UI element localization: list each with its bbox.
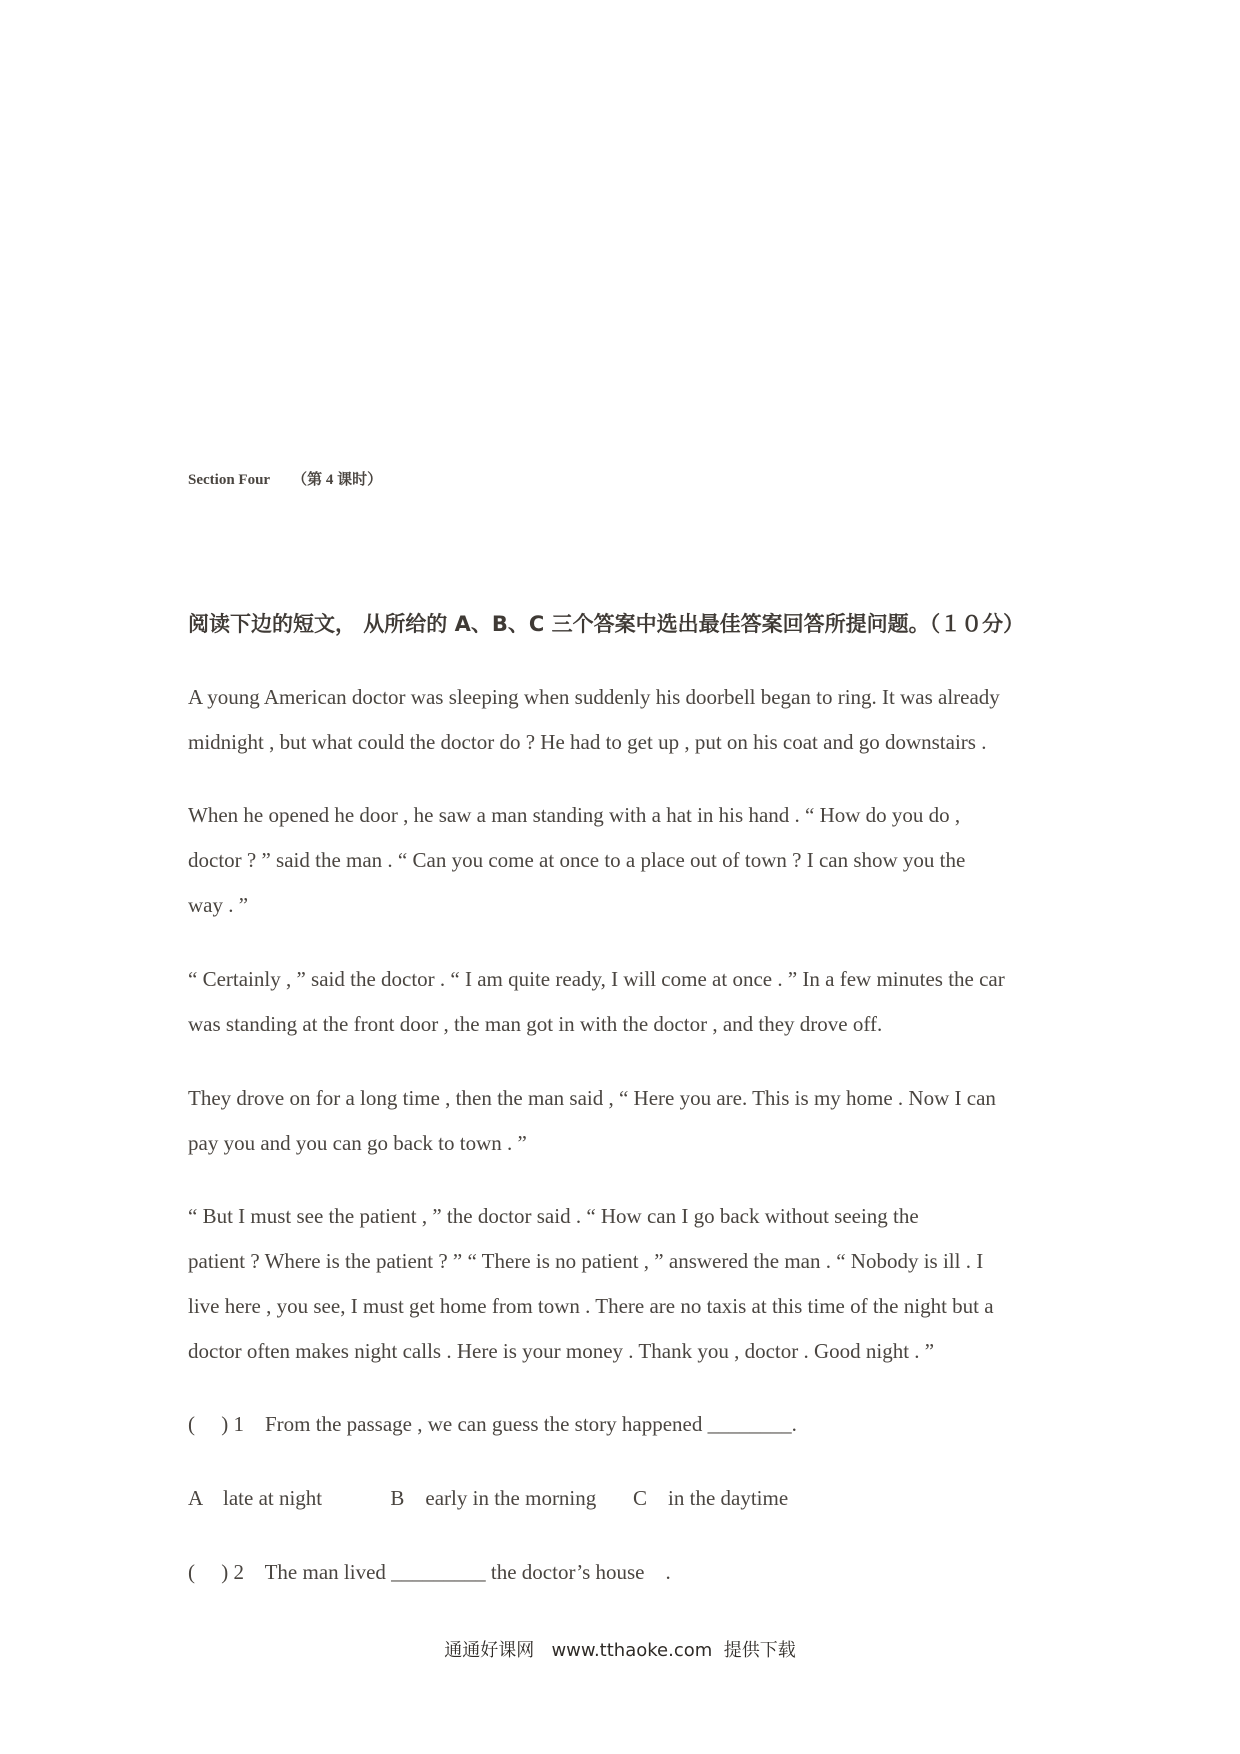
passage-line: midnight , but what could the doctor do ? He had to get up , put on his coat and go downstairs . (188, 730, 987, 754)
passage-line: A young American doctor was sleeping when suddenly his doorbell began to ring. It was already (188, 685, 1000, 709)
question-1-options: A late at night B early in the morning C in the daytime (188, 1486, 789, 1510)
footer-credit: 通通好课网 www.tthaoke.com 提供下载 (444, 1640, 796, 1661)
section-name: Section Four (188, 472, 271, 488)
question-1: ( ) 1 From the passage , we can guess the story happened ________. (188, 1412, 797, 1436)
reading-instruction: 阅读下边的短文， 从所给的 A、B、C 三个答案中选出最佳答案回答所提问题。（１０分） (188, 612, 1025, 636)
passage-line: “ But I must see the patient , ” the doctor said . “ How can I go back without seeing the (188, 1204, 919, 1228)
section-heading (188, 468, 382, 489)
passage-line: doctor ? ” said the man . “ Can you come at once to a place out of town ? I can show you the (188, 848, 966, 872)
passage-line: When he opened he door , he saw a man standing with a hat in his hand . “ How do you do , (188, 803, 961, 827)
passage-line: live here , you see, I must get home from town . There are no taxis at this time of the night but a (188, 1294, 994, 1318)
passage-line: pay you and you can go back to town . ” (188, 1131, 527, 1155)
passage-line: was standing at the front door , the man got in with the doctor , and they drove off. (188, 1012, 883, 1036)
lesson-number: （第 4 课时） (292, 472, 383, 488)
passage-line: “ Certainly , ” said the doctor . “ I am quite ready, I will come at once . ” In a few minutes the car (188, 967, 1005, 991)
passage-line: They drove on for a long time , then the man said , “ Here you are. This is my home . Now I can (188, 1086, 996, 1110)
passage-line: way . ” (188, 893, 249, 917)
question-2: ( ) 2 The man lived _________ the doctor’s house . (188, 1560, 671, 1584)
passage-line: doctor often makes night calls . Here is your money . Thank you , doctor . Good night . ” (188, 1339, 935, 1363)
passage-line: patient ? Where is the patient ? ” “ There is no patient , ” answered the man . “ Nobody is ill . I (188, 1249, 984, 1273)
